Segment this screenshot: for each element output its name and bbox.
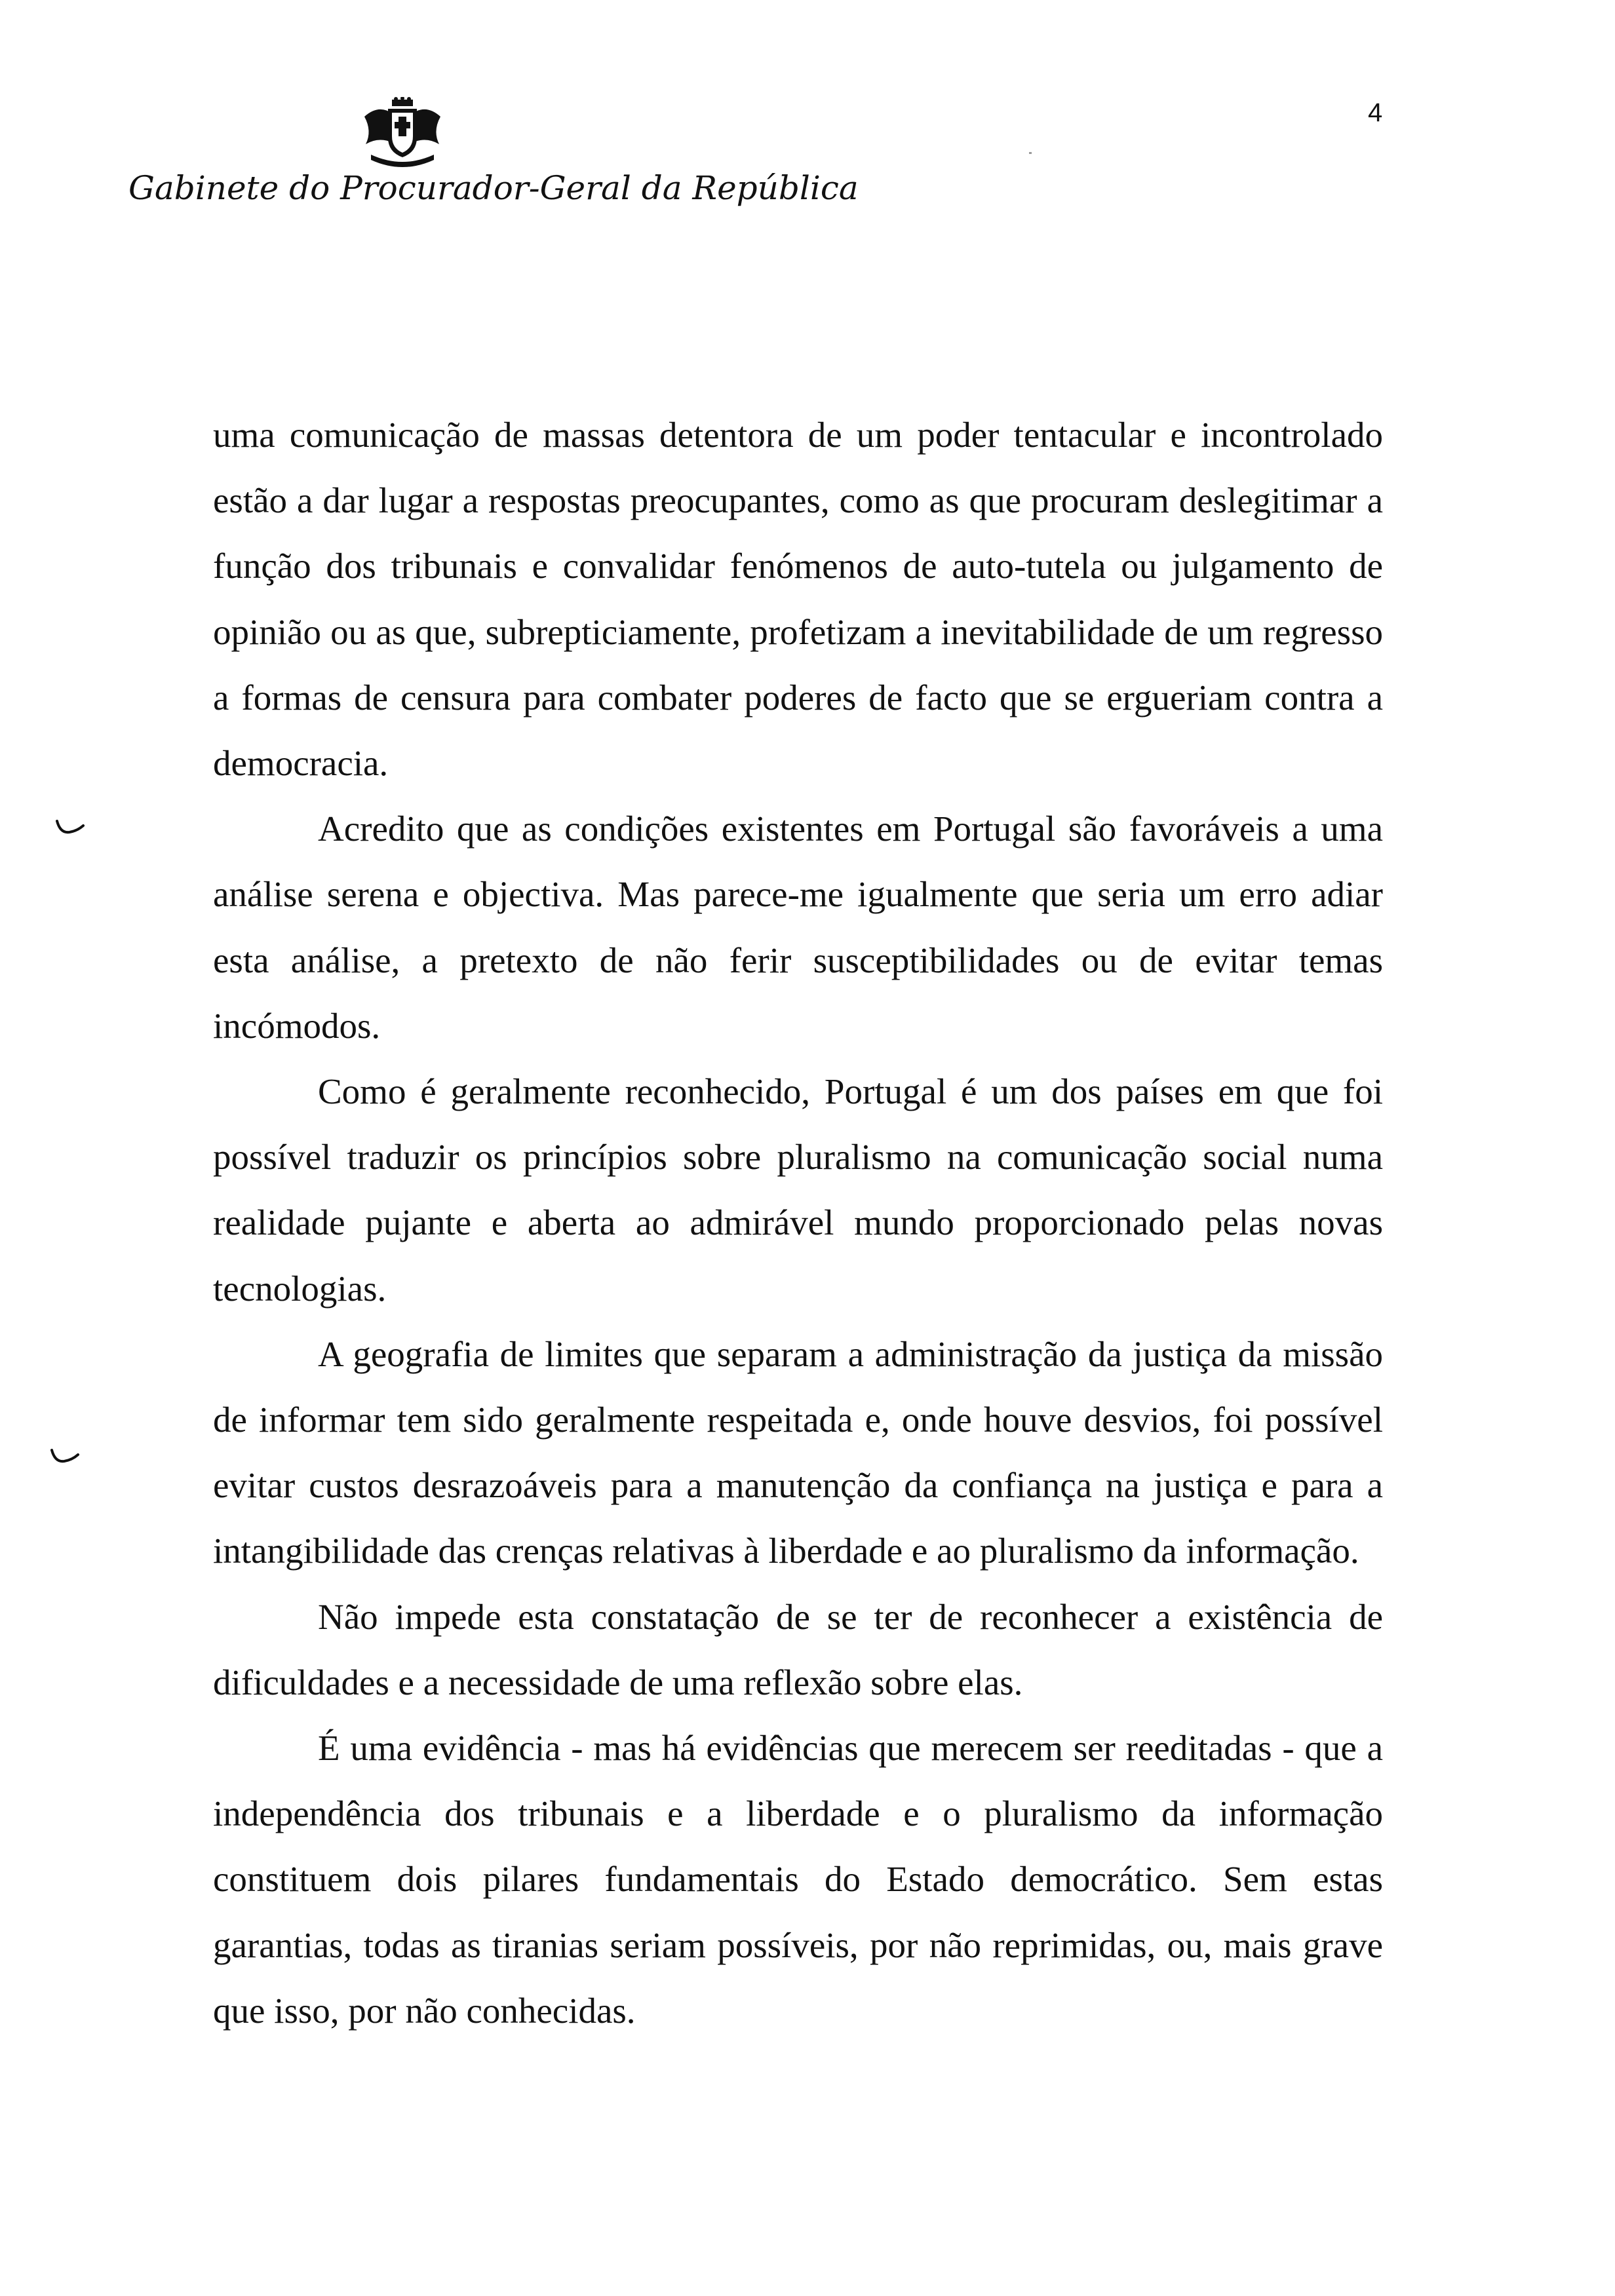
coat-of-arms-seal-icon — [359, 97, 446, 168]
paragraph-6: É uma evidência - mas há evidências que merecem ser reeditadas - que a independência dos tribunais e a liberdade e o pluralismo da informação constituem dois pilares fundamentais do Estado democrático. Sem estas garantias, todas as tiranias seriam possíveis, por não reprimidas, ou, mais grave que isso, por não conhecidas. — [213, 1728, 1383, 2031]
office-name-header: Gabinete do Procurador-Geral da República — [128, 169, 859, 207]
paragraph-4: A geografia de limites que separam a administração da justiça da missão de informar tem sido geralmente respeitada e, onde houve desvios, foi possível evitar custos desrazoáveis para a manutenção da confiança na justiça e para a intangibilidade das crenças relativas à liberdade e ao pluralismo da informação. — [213, 1333, 1383, 1571]
margin-check-mark-icon — [50, 1448, 80, 1465]
paragraph-5: Não impede esta constatação de se ter de reconhecer a existência de dificuldades e a necessidade de uma reflexão sobre elas. — [213, 1596, 1383, 1702]
scan-speck — [1029, 152, 1032, 154]
margin-check-mark-icon — [55, 819, 85, 836]
paragraph-1: uma comunicação de massas detentora de um poder tentacular e incontrolado estão a dar lugar a respostas preocupantes, como as que procuram deslegitimar a função dos tribunais e convalidar fenómenos de auto-tutela ou julgamento de opinião ou as que, subrepticiamente, profetizam a inevitabilidade de um regresso a formas de censura para combater poderes de facto que se ergueriam contra a democracia. — [213, 415, 1383, 784]
paragraph-2: Acredito que as condições existentes em Portugal são favoráveis a uma análise serena e objectiva. Mas parece-me igualmente que seria um erro adiar esta análise, a pretexto de não ferir susceptibilidades ou de evitar temas incómodos. — [213, 809, 1383, 1046]
page-number: 4 — [1368, 98, 1383, 127]
paragraph-3: Como é geralmente reconhecido, Portugal é um dos países em que foi possível traduzir os princípios sobre pluralismo na comunicação social numa realidade pujante e aberta ao admirável mundo proporcionado pelas novas tecnologias. — [213, 1071, 1383, 1309]
body-text — [213, 402, 1383, 2044]
